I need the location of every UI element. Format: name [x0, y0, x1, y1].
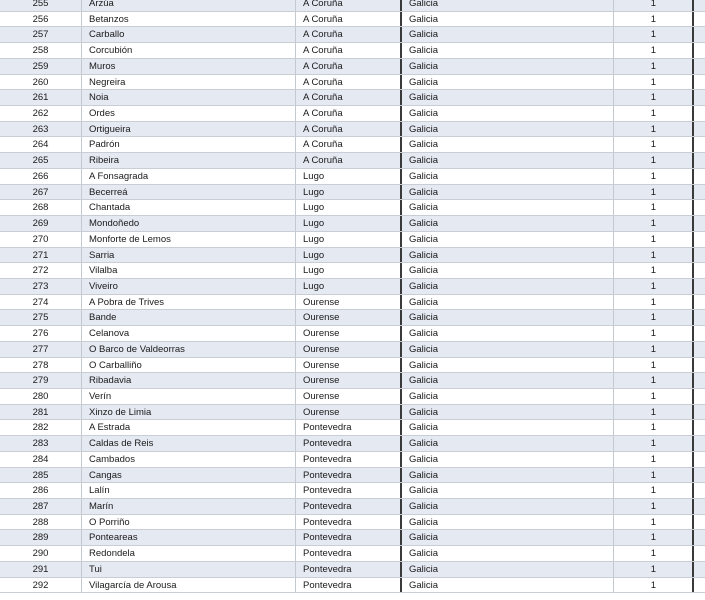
region-cell[interactable]: Galicia	[402, 295, 614, 310]
row-number-cell[interactable]: 292	[0, 578, 82, 593]
table-row	[0, 90, 705, 106]
count-cell[interactable]: 1	[614, 232, 694, 247]
region-cell[interactable]: Galicia	[402, 436, 614, 451]
city-cell[interactable]: Cambados	[82, 452, 296, 467]
empty-cell[interactable]	[694, 530, 705, 545]
region-cell[interactable]: Galicia	[402, 27, 614, 42]
empty-cell[interactable]	[694, 483, 705, 498]
row-number-cell[interactable]: 261	[0, 90, 82, 105]
empty-cell[interactable]	[694, 232, 705, 247]
city-cell[interactable]: Corcubión	[82, 43, 296, 58]
count-cell[interactable]: 1	[614, 248, 694, 263]
count-cell[interactable]: 1	[614, 106, 694, 121]
region-cell[interactable]: Galicia	[402, 373, 614, 388]
province-cell[interactable]: Pontevedra	[296, 452, 402, 467]
count-cell[interactable]: 1	[614, 515, 694, 530]
table-row	[0, 295, 705, 311]
empty-cell[interactable]	[694, 122, 705, 137]
table-row	[0, 578, 705, 594]
city-cell[interactable]: Chantada	[82, 200, 296, 215]
empty-cell[interactable]	[694, 279, 705, 294]
province-cell[interactable]: A Coruña	[296, 122, 402, 137]
table-row	[0, 358, 705, 374]
row-number-cell[interactable]: 269	[0, 216, 82, 231]
table-row	[0, 499, 705, 515]
province-cell[interactable]: A Coruña	[296, 75, 402, 90]
region-cell[interactable]: Galicia	[402, 468, 614, 483]
city-cell[interactable]: Padrón	[82, 137, 296, 152]
table-row	[0, 106, 705, 122]
table-row	[0, 122, 705, 138]
city-cell[interactable]: Sarria	[82, 248, 296, 263]
province-cell[interactable]: Ourense	[296, 326, 402, 341]
province-cell[interactable]: Lugo	[296, 169, 402, 184]
province-cell[interactable]: Lugo	[296, 279, 402, 294]
table-row	[0, 326, 705, 342]
table-row	[0, 153, 705, 169]
region-cell[interactable]: Galicia	[402, 342, 614, 357]
empty-cell[interactable]	[694, 578, 705, 593]
count-cell[interactable]: 1	[614, 310, 694, 325]
province-cell[interactable]: A Coruña	[296, 90, 402, 105]
empty-cell[interactable]	[694, 436, 705, 451]
table-row	[0, 200, 705, 216]
table-row	[0, 0, 705, 12]
province-cell[interactable]: Lugo	[296, 263, 402, 278]
row-number-cell[interactable]: 274	[0, 295, 82, 310]
count-cell[interactable]: 1	[614, 436, 694, 451]
row-number-cell[interactable]: 256	[0, 12, 82, 27]
city-cell[interactable]: A Fonsagrada	[82, 169, 296, 184]
table-row	[0, 169, 705, 185]
region-cell[interactable]: Galicia	[402, 420, 614, 435]
count-cell[interactable]: 1	[614, 452, 694, 467]
province-cell[interactable]: Lugo	[296, 248, 402, 263]
row-number-cell[interactable]: 285	[0, 468, 82, 483]
count-cell[interactable]: 1	[614, 295, 694, 310]
row-number-cell[interactable]: 268	[0, 200, 82, 215]
region-cell[interactable]: Galicia	[402, 200, 614, 215]
count-cell[interactable]: 1	[614, 75, 694, 90]
count-cell[interactable]: 1	[614, 263, 694, 278]
table-row	[0, 452, 705, 468]
table-row	[0, 483, 705, 499]
region-cell[interactable]: Galicia	[402, 483, 614, 498]
province-cell[interactable]: Pontevedra	[296, 499, 402, 514]
empty-cell[interactable]	[694, 137, 705, 152]
city-cell[interactable]: Becerreá	[82, 185, 296, 200]
city-cell[interactable]: Mondoñedo	[82, 216, 296, 231]
region-cell[interactable]: Galicia	[402, 310, 614, 325]
province-cell[interactable]: A Coruña	[296, 43, 402, 58]
region-cell[interactable]: Galicia	[402, 326, 614, 341]
region-cell[interactable]: Galicia	[402, 263, 614, 278]
empty-cell[interactable]	[694, 389, 705, 404]
table-row	[0, 12, 705, 28]
count-cell[interactable]: 1	[614, 153, 694, 168]
table-row	[0, 248, 705, 264]
region-cell[interactable]: Galicia	[402, 90, 614, 105]
row-number-cell[interactable]: 265	[0, 153, 82, 168]
table-row	[0, 562, 705, 578]
table-row	[0, 43, 705, 59]
province-cell[interactable]: A Coruña	[296, 153, 402, 168]
row-number-cell[interactable]: 276	[0, 326, 82, 341]
empty-cell[interactable]	[694, 27, 705, 42]
city-cell[interactable]: Bande	[82, 310, 296, 325]
table-row	[0, 185, 705, 201]
count-cell[interactable]: 1	[614, 546, 694, 561]
city-cell[interactable]: Vilagarcía de Arousa	[82, 578, 296, 593]
region-cell[interactable]: Galicia	[402, 106, 614, 121]
row-number-cell[interactable]: 271	[0, 248, 82, 263]
count-cell[interactable]: 1	[614, 562, 694, 577]
count-cell[interactable]: 1	[614, 137, 694, 152]
province-cell[interactable]: A Coruña	[296, 27, 402, 42]
row-number-cell[interactable]: 290	[0, 546, 82, 561]
empty-cell[interactable]	[694, 420, 705, 435]
city-cell[interactable]: Monforte de Lemos	[82, 232, 296, 247]
province-cell[interactable]: Lugo	[296, 185, 402, 200]
empty-cell[interactable]	[694, 153, 705, 168]
province-cell[interactable]: Pontevedra	[296, 515, 402, 530]
count-cell[interactable]: 1	[614, 530, 694, 545]
count-cell[interactable]: 1	[614, 216, 694, 231]
empty-cell[interactable]	[694, 326, 705, 341]
count-cell[interactable]: 1	[614, 200, 694, 215]
count-cell[interactable]: 1	[614, 358, 694, 373]
row-number-cell[interactable]: 291	[0, 562, 82, 577]
table-row	[0, 420, 705, 436]
empty-cell[interactable]	[694, 263, 705, 278]
count-cell[interactable]: 1	[614, 279, 694, 294]
province-cell[interactable]: Ourense	[296, 310, 402, 325]
empty-cell[interactable]	[694, 185, 705, 200]
count-cell[interactable]: 1	[614, 389, 694, 404]
empty-cell[interactable]	[694, 310, 705, 325]
region-cell[interactable]: Galicia	[402, 43, 614, 58]
row-number-cell[interactable]: 259	[0, 59, 82, 74]
row-number-cell[interactable]: 280	[0, 389, 82, 404]
region-cell[interactable]: Galicia	[402, 358, 614, 373]
table-row	[0, 405, 705, 421]
table-row	[0, 515, 705, 531]
row-number-cell[interactable]: 277	[0, 342, 82, 357]
province-cell[interactable]: Pontevedra	[296, 483, 402, 498]
table-row	[0, 389, 705, 405]
province-cell[interactable]: Pontevedra	[296, 546, 402, 561]
city-cell[interactable]: Verín	[82, 389, 296, 404]
row-number-cell[interactable]: 278	[0, 358, 82, 373]
city-cell[interactable]: Ribadavia	[82, 373, 296, 388]
row-number-cell[interactable]: 263	[0, 122, 82, 137]
city-cell[interactable]: Marín	[82, 499, 296, 514]
region-cell[interactable]: Galicia	[402, 578, 614, 593]
table-row	[0, 27, 705, 43]
city-cell[interactable]: Ortigueira	[82, 122, 296, 137]
row-number-cell[interactable]: 288	[0, 515, 82, 530]
empty-cell[interactable]	[694, 43, 705, 58]
table-row	[0, 373, 705, 389]
row-number-cell[interactable]: 279	[0, 373, 82, 388]
province-cell[interactable]: Ourense	[296, 373, 402, 388]
province-cell[interactable]: Pontevedra	[296, 578, 402, 593]
table-row	[0, 279, 705, 295]
province-cell[interactable]: Pontevedra	[296, 436, 402, 451]
count-cell[interactable]: 1	[614, 405, 694, 420]
city-cell[interactable]: Ribeira	[82, 153, 296, 168]
table-row	[0, 75, 705, 91]
count-cell[interactable]: 1	[614, 326, 694, 341]
province-cell[interactable]: A Coruña	[296, 59, 402, 74]
table-row	[0, 59, 705, 75]
region-cell[interactable]: Galicia	[402, 59, 614, 74]
province-cell[interactable]: Ourense	[296, 405, 402, 420]
city-cell[interactable]: Ponteareas	[82, 530, 296, 545]
empty-cell[interactable]	[694, 216, 705, 231]
region-cell[interactable]: Galicia	[402, 169, 614, 184]
region-cell[interactable]: Galicia	[402, 75, 614, 90]
province-cell[interactable]: A Coruña	[296, 137, 402, 152]
region-cell[interactable]: Galicia	[402, 216, 614, 231]
count-cell[interactable]: 1	[614, 90, 694, 105]
province-cell[interactable]: A Coruña	[296, 12, 402, 27]
region-cell[interactable]: Galicia	[402, 389, 614, 404]
row-number-cell[interactable]: 284	[0, 452, 82, 467]
row-number-cell[interactable]: 270	[0, 232, 82, 247]
region-cell[interactable]: Galicia	[402, 279, 614, 294]
count-cell[interactable]: 1	[614, 578, 694, 593]
empty-cell[interactable]	[694, 12, 705, 27]
empty-cell[interactable]	[694, 295, 705, 310]
city-cell[interactable]: O Porriño	[82, 515, 296, 530]
row-number-cell[interactable]: 283	[0, 436, 82, 451]
row-number-cell[interactable]: 275	[0, 310, 82, 325]
city-cell[interactable]: Muros	[82, 59, 296, 74]
row-number-cell[interactable]: 286	[0, 483, 82, 498]
count-cell[interactable]: 1	[614, 59, 694, 74]
row-number-cell[interactable]: 255	[0, 0, 82, 11]
city-cell[interactable]: Negreira	[82, 75, 296, 90]
province-cell[interactable]: Lugo	[296, 216, 402, 231]
count-cell[interactable]: 1	[614, 499, 694, 514]
empty-cell[interactable]	[694, 90, 705, 105]
region-cell[interactable]: Galicia	[402, 12, 614, 27]
empty-cell[interactable]	[694, 59, 705, 74]
region-cell[interactable]: Galicia	[402, 515, 614, 530]
row-number-cell[interactable]: 289	[0, 530, 82, 545]
province-cell[interactable]: Lugo	[296, 232, 402, 247]
count-cell[interactable]: 1	[614, 185, 694, 200]
region-cell[interactable]: Galicia	[402, 0, 614, 11]
count-cell[interactable]: 1	[614, 342, 694, 357]
table-row	[0, 137, 705, 153]
province-cell[interactable]: A Coruña	[296, 106, 402, 121]
region-cell[interactable]: Galicia	[402, 153, 614, 168]
count-cell[interactable]: 1	[614, 468, 694, 483]
empty-cell[interactable]	[694, 106, 705, 121]
province-cell[interactable]: Pontevedra	[296, 530, 402, 545]
province-cell[interactable]: Ourense	[296, 358, 402, 373]
province-cell[interactable]: A Coruña	[296, 0, 402, 11]
table-row	[0, 216, 705, 232]
row-number-cell[interactable]: 273	[0, 279, 82, 294]
city-cell[interactable]: Cangas	[82, 468, 296, 483]
row-number-cell[interactable]: 257	[0, 27, 82, 42]
province-cell[interactable]: Ourense	[296, 389, 402, 404]
row-number-cell[interactable]: 260	[0, 75, 82, 90]
province-cell[interactable]: Pontevedra	[296, 468, 402, 483]
empty-cell[interactable]	[694, 499, 705, 514]
city-cell[interactable]: Xinzo de Limia	[82, 405, 296, 420]
province-cell[interactable]: Ourense	[296, 342, 402, 357]
empty-cell[interactable]	[694, 358, 705, 373]
empty-cell[interactable]	[694, 200, 705, 215]
city-cell[interactable]: Celanova	[82, 326, 296, 341]
empty-cell[interactable]	[694, 452, 705, 467]
empty-cell[interactable]	[694, 75, 705, 90]
city-cell[interactable]: Noia	[82, 90, 296, 105]
city-cell[interactable]: Redondela	[82, 546, 296, 561]
table-row	[0, 232, 705, 248]
region-cell[interactable]: Galicia	[402, 562, 614, 577]
count-cell[interactable]: 1	[614, 373, 694, 388]
row-number-cell[interactable]: 287	[0, 499, 82, 514]
empty-cell[interactable]	[694, 373, 705, 388]
province-cell[interactable]: Pontevedra	[296, 420, 402, 435]
empty-cell[interactable]	[694, 169, 705, 184]
table-row	[0, 436, 705, 452]
province-cell[interactable]: Ourense	[296, 295, 402, 310]
empty-cell[interactable]	[694, 405, 705, 420]
empty-cell[interactable]	[694, 562, 705, 577]
city-cell[interactable]: Betanzos	[82, 12, 296, 27]
table-row	[0, 546, 705, 562]
city-cell[interactable]: Caldas de Reis	[82, 436, 296, 451]
row-number-cell[interactable]: 272	[0, 263, 82, 278]
count-cell[interactable]: 1	[614, 43, 694, 58]
row-number-cell[interactable]: 267	[0, 185, 82, 200]
count-cell[interactable]: 1	[614, 0, 694, 11]
table-row	[0, 468, 705, 484]
region-cell[interactable]: Galicia	[402, 530, 614, 545]
row-number-cell[interactable]: 258	[0, 43, 82, 58]
empty-cell[interactable]	[694, 515, 705, 530]
table-row	[0, 310, 705, 326]
city-cell[interactable]: Tui	[82, 562, 296, 577]
region-cell[interactable]: Galicia	[402, 137, 614, 152]
region-cell[interactable]: Galicia	[402, 232, 614, 247]
region-cell[interactable]: Galicia	[402, 122, 614, 137]
count-cell[interactable]: 1	[614, 420, 694, 435]
empty-cell[interactable]	[694, 546, 705, 561]
count-cell[interactable]: 1	[614, 169, 694, 184]
city-cell[interactable]: Ordes	[82, 106, 296, 121]
row-number-cell[interactable]: 266	[0, 169, 82, 184]
region-cell[interactable]: Galicia	[402, 452, 614, 467]
city-cell[interactable]: A Estrada	[82, 420, 296, 435]
city-cell[interactable]: Lalín	[82, 483, 296, 498]
table-row	[0, 530, 705, 546]
row-number-cell[interactable]: 282	[0, 420, 82, 435]
count-cell[interactable]: 1	[614, 12, 694, 27]
city-cell[interactable]: A Pobra de Trives	[82, 295, 296, 310]
province-cell[interactable]: Pontevedra	[296, 562, 402, 577]
city-cell[interactable]: Vilalba	[82, 263, 296, 278]
region-cell[interactable]: Galicia	[402, 405, 614, 420]
count-cell[interactable]: 1	[614, 122, 694, 137]
empty-cell[interactable]	[694, 342, 705, 357]
city-cell[interactable]: Arzúa	[82, 0, 296, 11]
city-cell[interactable]: O Carballiño	[82, 358, 296, 373]
empty-cell[interactable]	[694, 248, 705, 263]
table-row	[0, 342, 705, 358]
row-number-cell[interactable]: 262	[0, 106, 82, 121]
row-number-cell[interactable]: 264	[0, 137, 82, 152]
region-cell[interactable]: Galicia	[402, 499, 614, 514]
count-cell[interactable]: 1	[614, 27, 694, 42]
city-cell[interactable]: Viveiro	[82, 279, 296, 294]
region-cell[interactable]: Galicia	[402, 248, 614, 263]
region-cell[interactable]: Galicia	[402, 185, 614, 200]
region-cell[interactable]: Galicia	[402, 546, 614, 561]
count-cell[interactable]: 1	[614, 483, 694, 498]
province-cell[interactable]: Lugo	[296, 200, 402, 215]
table-row	[0, 263, 705, 279]
empty-cell[interactable]	[694, 0, 705, 11]
city-cell[interactable]: Carballo	[82, 27, 296, 42]
row-number-cell[interactable]: 281	[0, 405, 82, 420]
city-cell[interactable]: O Barco de Valdeorras	[82, 342, 296, 357]
empty-cell[interactable]	[694, 468, 705, 483]
